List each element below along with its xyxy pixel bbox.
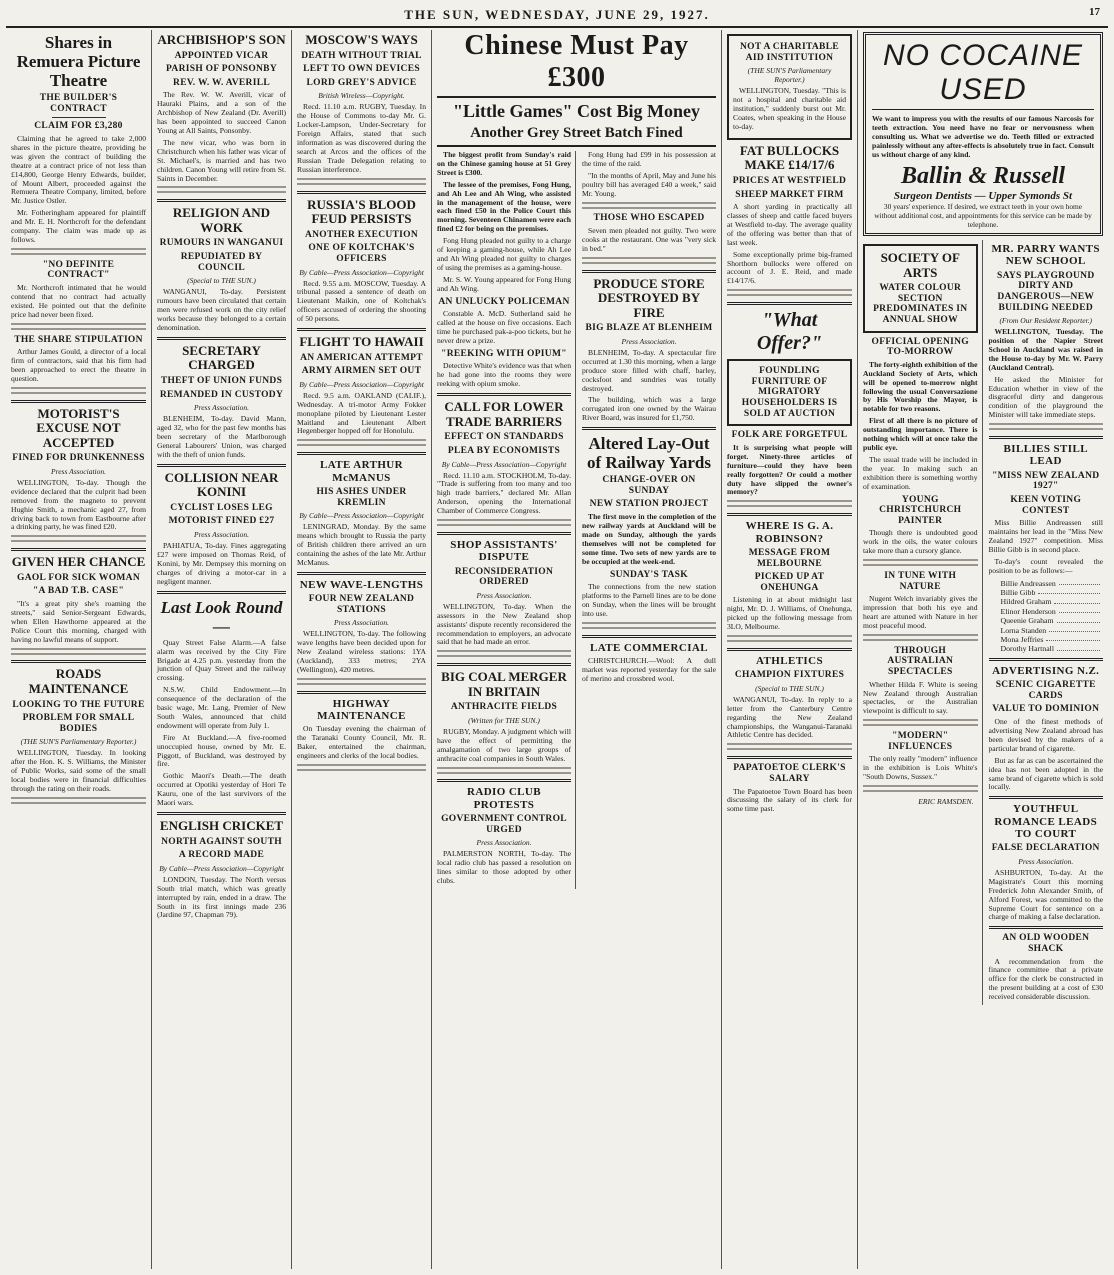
ad-footer: 30 years' experience. If desired, we extract teeth in your own home without additional cost, and appointments for this service can be made by telephone. [874, 202, 1092, 229]
lead-subcolumn-right [582, 151, 716, 889]
paragraph: Mr. Fotheringham appeared for plaintiff and Mr. E. H. Northcroft for the defendant company. The claim was made up as follows. [11, 208, 146, 244]
subhead-motorist-fined: MOTORIST FINED £27 [168, 516, 275, 527]
headline-roads-maintenance: ROADS MAINTENANCE [28, 666, 129, 696]
byline: Press Association. [621, 336, 677, 346]
subhead-plea-economists: PLEA BY ECONOMISTS [447, 445, 561, 456]
paragraph: Recd. 9.55 a.m. MOSCOW, Tuesday. A tribunal passed a sentence of death on Lieutenant Maikin, one of Koltchak's officers accused of ordering the shooting of 50 persons. [297, 278, 426, 324]
byline: Press Association. [193, 403, 249, 413]
byline: By Cable—Press Association—Copyright [299, 267, 424, 277]
subhead-reeking-opium: "REEKING WITH OPIUM" [441, 348, 567, 359]
paragraph: One of the finest methods of advertising New Zealand abroad has been devised by the makers of a particular brand of cigarette. [988, 717, 1103, 753]
paragraph: Though there is undoubted good work in the oils, the water colours take more than a cursory glance. [863, 528, 978, 556]
masthead-title: THE SUN, WEDNESDAY, JUNE 29, 1927. [404, 7, 710, 22]
subhead-death-without-trial: DEATH WITHOUT TRIAL [301, 50, 422, 61]
subhead-unlucky-policeman: AN UNLUCKY POLICEMAN [438, 296, 570, 307]
paragraph: Gothic Maori's Death.—The death occurred at Opotiki yesterday of Hori Te Kauru, one of the last survivors of the Maori wars. [157, 771, 286, 808]
subhead-champion-fixtures: CHAMPION FIXTURES [734, 670, 845, 681]
paragraph: Mr. S. W. Young appeared for Fong Hung and Ah Wing. [437, 274, 571, 293]
paragraph: Recd. 11.10 a.m. STOCKHOLM, To-day. "Trade is suffering from too many and too high trade barriers," declared Mr. Allan Anderson, opening the International Chamber of Commerce Congress. [437, 470, 571, 516]
roster-entry: Queenie Graham [1001, 616, 1104, 625]
paragraph: CHRISTCHURCH.—Wool: A dull market was reported yesterday for the sale of merino and crossbred wool. [582, 656, 716, 683]
subhead-share-stipulation: THE SHARE STIPULATION [14, 334, 143, 345]
paragraph: The forty-eighth exhibition of the Auckland Society of Arts, which will be opened to-morrow night following the usual Conversazione by His Worship the Mayor, is notable for two reasons. [863, 359, 978, 414]
headline-mr-parry: MR. PARRY WANTS NEW SCHOOL [991, 243, 1100, 268]
headline-russias-blood-feud: RUSSIA'S BLOOD FEUD PERSISTS [307, 196, 416, 227]
paragraph: LENINGRAD, Monday. By the same means which brought to Russia the party of British children there arrived an urn containing the ashes of the late Mr. Arthur McManus. [297, 522, 426, 567]
subhead-water-colour: WATER COLOUR SECTION PREDOMINATES IN ANNUAL SHOW [873, 283, 968, 325]
subhead-keen-voting: KEEN VOTING CONTEST [1010, 494, 1082, 516]
roster-entry: Lorna Standen [1001, 626, 1104, 635]
headline-produce-store-fire: PRODUCE STORE DESTROYED BY FIRE [593, 275, 705, 320]
byline: (From Our Resident Reporter.) [999, 316, 1093, 326]
lead-subcolumn-left [437, 151, 576, 889]
headline-new-wave-lengths: NEW WAVE-LENGTHS [299, 578, 424, 591]
paragraph: The lessee of the premises, Fong Hung, and Ah Lee and Ah Wing, who assisted in the management of the house, were each fined £50 in the Police Court this morning. Seventeen Chinamen were each fined £2 for being on the premises. [437, 179, 571, 234]
paragraph: He asked the Minister for Education whether in view of the disgraceful dirty and dangerous condition of the playground the Minister will take immediate steps. [988, 374, 1103, 420]
subhead-tune-nature: IN TUNE WITH NATURE [884, 571, 957, 592]
paragraph: Arthur James Gould, a director of a local firm of contractors, said that his firm had been approached to erect the theatre in question. [11, 347, 146, 383]
headline-english-cricket: ENGLISH CRICKET [159, 818, 284, 833]
page-number: 17 [1089, 6, 1100, 18]
paragraph: Fire At Buckland.—A five-roomed unoccupied house, owned by Mr. E. Piggott, of Buckland, was destroyed by fire. [157, 732, 286, 769]
byline: (Special to THE SUN.) [187, 276, 256, 286]
column-6-left [863, 240, 983, 1005]
subhead-cyclist-loses-leg: CYCLIST LOSES LEG [170, 502, 273, 513]
subhead-koltchak-officers: ONE OF KOLTCHAK'S OFFICERS [308, 243, 415, 264]
subhead-cigarette-cards: SCENIC CIGARETTE CARDS [995, 680, 1096, 701]
subhead-four-nz-stations: FOUR NEW ZEALAND STATIONS [308, 594, 415, 615]
paragraph: WELLINGTON, Tuesday. "This is not a hospital and charitable aid institution," suddenly burst out Mr. Coates, when speaking in the House to-day. [733, 86, 846, 131]
subhead-foundling-furniture: FOUNDLING FURNITURE OF MIGRATORY HOUSEHOLDERS IS SOLD AT AUCTION [741, 366, 838, 419]
subhead-effect-standards: EFFECT ON STANDARDS [444, 432, 564, 443]
subhead-prices-westfield: PRICES AT WESTFIELD [732, 175, 847, 186]
paragraph: Seven men pleaded not guilty. Two were cooks at the restaurant. One was "very sick in bed." [582, 226, 716, 253]
column-2 [152, 30, 292, 1269]
headline-secretary-charged: SECRETARY CHARGED [182, 342, 261, 373]
headline-archbishops-son: ARCHBISHOP'S SON [157, 32, 286, 47]
byline: By Cable—Press Association—Copyright [159, 863, 284, 873]
paragraph: Whether Hilda F. White is seeing New Zealand through Australian spectacles, or the Australian viewpoint is difficult to say. [863, 679, 978, 716]
lead-third-headline: Another Grey Street Batch Fined [437, 125, 716, 147]
subhead-fined-drunkenness: FINED FOR DRUNKENNESS [12, 453, 145, 464]
paragraph: WELLINGTON, To-day. When the assessors in the New Zealand shop assistants' dispute recently reconsidered the recommendation to employers, an advocate said that he had made an error. [437, 601, 571, 647]
paragraph: To-day's count revealed the position to be as follows:— [988, 556, 1103, 575]
voting-roster [1001, 579, 1104, 654]
paragraph: Miss Billie Andreassen still maintains her lead in the "Miss New Zealand 1927" competition. Miss Billie Gibb is in second place. [988, 518, 1103, 554]
column-3 [292, 30, 432, 1269]
paragraph: PAHIATUA, To-day. Fines aggregating £27 were imposed on Thomas Reid, of Konini, by Mr. Dempsey this morning on charges of driving a motor-car in a negligent manner. [157, 541, 286, 586]
roster-entry: Mona Jeffries [1001, 635, 1104, 644]
roster-entry: Hildred Graham [1001, 597, 1104, 606]
ad-headline-no-cocaine: NO COCAINE USED [872, 39, 1094, 110]
society-arts-box [863, 244, 978, 333]
subhead-false-declaration: FALSE DECLARATION [991, 843, 1100, 854]
headline-radio-club: RADIO CLUB PROTESTS [467, 786, 541, 811]
paragraph: The new vicar, who was born in Christchurch when his father was vicar of St. Michael's, is married and has two children. Canon Young will retire from St. Saints in December. [157, 137, 286, 183]
headline-athletics: ATHLETICS [756, 654, 823, 667]
paragraph: First of all there is no picture of outstanding importance. There is nothing which will at once take the public eye. [863, 416, 978, 452]
paragraph: BLENHEIM, To-day. David Mann, aged 32, who for the past few months has been secretary of the Marlborough General Labourers' Union, was charged with the theft of union funds. [157, 414, 286, 459]
paragraph: On Tuesday evening the chairman of the Taranaki County Council, Mr. R. Baker, entertained the chairman, engineers and clerks of the local bodies. [297, 724, 426, 761]
column-5 [722, 30, 858, 1269]
headline-shop-assistants: SHOP ASSISTANTS' DISPUTE [450, 538, 558, 564]
byline: (THE SUN'S Parliamentary Reporter.) [747, 66, 832, 85]
subhead-north-south: NORTH AGAINST SOUTH [161, 836, 282, 847]
paragraph: The biggest profit from Sunday's raid on the Chinese gaming house at 51 Grey Street is £300. [437, 150, 571, 177]
ad-body: We want to impress you with the results of our famous Narcosis for teeth extraction. You need have no fear or nervousness when consulting us. What we advertise we do. Teeth filled or extracted painlessly without any after-effects is absolutely true in fact. Consult us without charge of any kind. [872, 114, 1094, 159]
ad-firm-name: Ballin & Russell [900, 163, 1066, 189]
paragraph: WELLINGTON, To-day. Though the evidence declared that the culprit had been removed from the magneto to prevent Hughie Smith, a mechanic aged 27, from driving back to town from Eastbourne after a drinking party, he was fined £20. [11, 477, 146, 532]
subhead-theft-union-funds: THEFT OF UNION FUNDS [160, 375, 283, 386]
paragraph: The Papatoetoe Town Board has been discussing the salary of its clerk for some time past. [727, 786, 852, 814]
subhead-army-airmen: ARMY AIRMEN SET OUT [301, 366, 422, 377]
lead-second-headline: "Little Games" Cost Big Money [453, 101, 700, 121]
subhead-playground-dirty: SAYS PLAYGROUND DIRTY AND DANGEROUS—NEW BUILDING NEEDED [996, 270, 1095, 313]
paragraph: WELLINGTON, Tuesday. In looking after the Hon. K. S. Williams, the Minister of Public Works, said some of the small local bodies were in financial difficulties through the rating on their roads. [11, 748, 146, 794]
byline: By Cable—Press Association—Copyright [441, 459, 567, 469]
subhead-claim: CLAIM FOR £3,280 [34, 121, 123, 132]
paragraph: WELLINGTON, To-day. The following wave lengths have been decided upon for New Zealand wireless stations: 1YA (Auckland), 333 metres; 2YA (Wellington), 420 metres. [297, 629, 426, 674]
headline-late-arthur-mcmanus: LATE ARTHUR McMANUS [320, 459, 403, 484]
subhead-rumours-wanganui: RUMOURS IN WANGANUI [159, 238, 284, 249]
subhead-anthracite-fields: ANTHRACITE FIELDS [450, 702, 558, 713]
paragraph: Claiming that he agreed to take 2,000 shares in the picture theatre, providing he was given the contract of building the theatre at a contract price of not less than £14,800, George Henry Edwards, builder, of Mount Albert, proceeded against the Remuera Theatre Company, limited, before Mr. Justice Ostler. [11, 133, 146, 206]
headline-remuera: Shares in Remuera Picture Theatre [16, 33, 141, 91]
subhead-change-over: CHANGE-OVER ON SUNDAY [602, 475, 696, 496]
headline-ga-robinson: WHERE IS G. A. ROBINSON? [745, 520, 834, 545]
headline-late-commercial: LATE COMMERCIAL [590, 641, 708, 654]
byline: Press Association. [333, 618, 389, 628]
paragraph: The only really "modern" influence in the exhibition is Lois White's "South Downs, Sussex." [863, 754, 978, 782]
paragraph: Some exceptionally prime big-framed Shorthorn bullocks were offered on account of J. E. Reid, and made £14/17/6. [727, 249, 852, 286]
column-1 [6, 30, 152, 1269]
headline-collision-konini: COLLISION NEAR KONINI [164, 469, 279, 500]
ad-firm-subtitle: Surgeon Dentists — Upper Symonds St [893, 190, 1073, 202]
byline: Press Association. [50, 466, 106, 476]
paragraph: Recd. 11.10 a.m. RUGBY, Tuesday. In the House of Commons to-day Mr. G. Locker-Lampson, Under-Secretary for Foreign Affairs, stated that such information as was discovered during the search at Arcos and the offices of the Russian Trade Delegation relating to Russian interference. [297, 102, 426, 174]
headline-fat-bullocks: FAT BULLOCKS MAKE £14/17/6 [739, 142, 840, 173]
lead-banner-headline: Chinese Must Pay £300 [437, 30, 716, 98]
subhead-blaze-blenheim: BIG BLAZE AT BLENHEIM [585, 323, 713, 334]
subhead-repudiated: REPUDIATED BY COUNCIL [180, 252, 263, 273]
paragraph: N.S.W. Child Endowment.—In consequence of the declaration of the basic wage, Mr. Lang, Premier of New South Wales, announced that child endowment will operate from July 1. [157, 685, 286, 730]
subhead-another-execution: ANOTHER EXECUTION [304, 229, 419, 240]
headline-society-arts: SOCIETY OF ARTS [880, 250, 960, 280]
subhead-rev-averill: REV. W. W. AVERILL [173, 77, 270, 88]
subhead-bad-tb-case: "A BAD T.B. CASE" [32, 586, 125, 597]
subhead-folk-forgetful: FOLK ARE FORGETFUL [731, 430, 848, 441]
roster-entry: Elinor Henderson [1001, 607, 1104, 616]
subhead-those-who-escaped: THOSE WHO ESCAPED [593, 213, 705, 224]
headline-billies-lead: BILLIES STILL LEAD [1003, 443, 1088, 468]
headline-last-look-round: Last Look Round— [160, 597, 283, 636]
byline: Press Association. [476, 590, 532, 600]
paragraph: A recommendation from the finance committee that a private office for the clerk be constructed in the present building at a cost of £30 received considerable discussion. [988, 956, 1103, 1002]
paragraph: Quay Street False Alarm.—A false alarm was received by the City Fire Brigade at 4.25 p.m. yesterday from the junction of Quay Street and the railway crossing. [157, 637, 286, 683]
byline: (THE SUN'S Parliamentary Reporter.) [20, 737, 137, 747]
subhead-australian-spectacles: THROUGH AUSTRALIAN SPECTACLES [887, 645, 954, 678]
byline: Press Association. [1018, 856, 1074, 866]
subhead-small-bodies: PROBLEM FOR SMALL BODIES [22, 713, 135, 734]
paragraph: "It's a great pity she's roaming the streets," said Senior-Sergeant Edwards, when Ellen Hawthorne appeared at the Police Court this morning, charged with having no lawful means of support. [11, 599, 146, 644]
subhead-builders-contract: THE BUILDER'S CONTRACT [39, 93, 118, 114]
masthead [6, 4, 1108, 28]
column-6 [858, 30, 1108, 1269]
author-signature: ERIC RAMSDEN. [918, 797, 974, 807]
headline-lower-trade-barriers: CALL FOR LOWER TRADE BARRIERS [444, 399, 564, 429]
dentist-advertisement [863, 32, 1103, 236]
subhead-appointed-vicar: APPOINTED VICAR [174, 50, 269, 61]
headline-railway-yards: Altered Lay-Out of Railway Yards [586, 434, 712, 473]
subhead-sheep-market: SHEEP MARKET FIRM [735, 189, 844, 200]
foundling-furniture-box [727, 359, 852, 426]
paragraph: Detective White's evidence was that when he had gone into the rooms they were reeking with opium smoke. [437, 361, 571, 389]
byline: Press Association. [476, 838, 532, 848]
roster-entry: Billie Gibb [1001, 588, 1104, 597]
headline-motorists-excuse: MOTORIST'S EXCUSE NOT ACCEPTED [36, 405, 121, 450]
subhead-reconsideration: RECONSIDERATION ORDERED [454, 566, 554, 588]
subhead-looking-future: LOOKING TO THE FUTURE [12, 699, 145, 710]
headline-youthful-romance: YOUTHFUL ROMANCE LEADS TO COURT [994, 803, 1098, 840]
subhead-message-melbourne: MESSAGE FROM MELBOURNE [748, 547, 831, 569]
paragraph: Recd. 9.5 a.m. OAKLAND (CALIF.), Wednesday. A tri-motor Army Fokker monoplane piloted by Lieutenant Lester Maitland and Lieutenant Albert Hegenberger hopped off for Honolulu. [297, 390, 426, 436]
byline: By Cable—Press Association—Copyright [299, 511, 424, 521]
roster-entry: Billie Andreassen [1001, 579, 1104, 588]
paragraph: WANGANUI, To-day. Persistent rumours have been circulated that certain men were refused work on the city relief works because they belonged to a certain denomination. [157, 287, 286, 332]
paragraph: WANGANUI, To-day. In reply to a letter from the Canterbury Centre regarding the New Zealand championships, the Wanganui-Taranaki Athletic Centre has decided. [727, 694, 852, 740]
paragraph: WELLINGTON, Tuesday. The position of the Napier Street School in Auckland was raised in the House to-day by Mr. W. Parry (Auckland Central). [988, 327, 1103, 372]
paragraph: The connections from the new station platforms to the Parnell lines are to be done on Sunday, when the lines will be brought into use. [582, 582, 716, 618]
subhead-onehunga: PICKED UP AT ONEHUNGA [754, 572, 825, 593]
byline: Press Association. [193, 530, 249, 540]
subhead-ashes-kremlin: HIS ASHES UNDER KREMLIN [316, 486, 407, 508]
column-6-right [989, 240, 1104, 1005]
paragraph: Fong Hung had £99 in his possession at the time of the raid. [582, 150, 716, 168]
paragraph: Constable A. McD. Sutherland said he called at the house on five occasions. Each time he purchased pak-a-poo tickets, but he never drew a prize. [437, 309, 571, 345]
paragraph: The building, which was a large corrugated iron one owned by the Wairau River Board, was insured for £1,750. [582, 395, 716, 423]
subhead-miss-nz: "MISS NEW ZEALAND 1927" [992, 470, 1100, 492]
headline-what-offer: "What Offer?" [756, 309, 823, 355]
headline-advertising-nz: ADVERTISING N.Z. [992, 664, 1100, 677]
paragraph: It is surprising what people will forget. Ninety-three articles of furniture—could they have been really forgotten? Or could a mother duty have slipped the owner's memory? [727, 442, 852, 497]
paragraph: A short yarding in practically all classes of sheep and cattle faced buyers at Westfield to-day. The average quality of the offering was better than that of last week. [727, 202, 852, 247]
paragraph: Nugent Welch invariably gives the impression that both his eye and heart are attuned with Nature in her most peaceful mood. [863, 594, 978, 630]
subhead-young-painter: YOUNG CHRISTCHURCH PAINTER [879, 494, 962, 526]
headline-charitable-aid: NOT A CHARITABLE AID INSTITUTION [740, 42, 839, 63]
subhead-remanded: REMANDED IN CUSTODY [159, 389, 284, 400]
headline-coal-merger: BIG COAL MERGER IN BRITAIN [441, 669, 567, 699]
headline-religion-work: RELIGION AND WORK [172, 205, 271, 235]
headline-papatoetoe-clerk: PAPATOETOE CLERK'S SALARY [733, 763, 846, 784]
byline: (Special to THE SUN.) [755, 683, 824, 693]
paragraph: The usual trade will be included in the year. In making such an exhibition there is something worthy of examination. [863, 454, 978, 491]
subhead-sundays-task: SUNDAY'S TASK [610, 569, 688, 580]
headline-given-her-chance: GIVEN HER CHANCE [11, 554, 146, 570]
paragraph: BLENHEIM, To-day. A spectacular fire occurred at 1.30 this morning, when a large produce store filled with chaff, barley, cocksfoot and sundries was totally destroyed. [582, 347, 716, 393]
paragraph: "In the months of April, May and June his poultry bill has averaged £40 a week," said Mr. Young. [582, 170, 716, 198]
paragraph: LONDON, Tuesday. The North versus South trial match, which was greatly interrupted by rain, ended in a draw. The South in its first innings made 236 (Jardine 97, Chapman 79). [157, 874, 286, 920]
subhead-value-dominion: VALUE TO DOMINION [992, 704, 1100, 715]
byline: By Cable—Press Association—Copyright [299, 379, 424, 389]
headline-flight-hawaii: FLIGHT TO HAWAII [299, 334, 424, 350]
byline: (Written for THE SUN.) [468, 715, 540, 725]
subhead-gaol-sick-woman: GAOL FOR SICK WOMAN [17, 572, 140, 583]
subhead-record-made: A RECORD MADE [178, 850, 265, 861]
paragraph: Mr. Northcroft intimated that he would contend that no contract had actually existed. He pointed out that the definite price had never been fixed. [11, 282, 146, 319]
column-4 [432, 30, 722, 1269]
paragraph: The Rev. W. W. Averill, vicar of Hauraki Plains, and a son of the Archbishop of New Zealand (Dr. Averill) has been appointed to succeed Canon Young at All Saints, Ponsonby. [157, 90, 286, 136]
charitable-aid-box [727, 34, 852, 140]
subhead-new-station: NEW STATION PROJECT [589, 499, 709, 510]
headline-wooden-shack: AN OLD WOODEN SHACK [1002, 933, 1090, 954]
paragraph: The first move in the completion of the new railway yards at Auckland will be made on Sunday, although the yards themselves will not be completed for some time. Two sets of new yards are to be occupied at the week-end. [582, 512, 716, 566]
subhead-modern-influences: "MODERN" INFLUENCES [888, 731, 953, 752]
paragraph: Listening in at about midnight last night, Mr. D. J. Williams, of Onehunga, picked up the following message from 3LO, Melbourne. [727, 595, 852, 632]
paragraph: ASHBURTON, To-day. At the Magistrate's Court this morning Frederick John Alexander Smith, of Alford Forest, was committed to the Supreme Court for sentence on a charge of making a false declaration. [988, 867, 1103, 922]
subhead-american-attempt: AN AMERICAN ATTEMPT [300, 352, 423, 363]
subhead-parish-ponsonby: PARISH OF PONSONBY [166, 64, 277, 75]
headline-highway-maintenance: HIGHWAY MAINTENANCE [317, 697, 406, 722]
subhead-official-opening: OFFICIAL OPENING TO-MORROW [871, 336, 969, 358]
subhead-government-control: GOVERNMENT CONTROL URGED [441, 814, 567, 835]
byline: British Wireless—Copyright. [318, 91, 405, 101]
paragraph: But as far as can be ascertained the idea has not been adopted in the same brand of cigarette which is sold locally. [988, 755, 1103, 792]
roster-entry: Dorothy Hartnall [1001, 644, 1104, 653]
subhead-left-own-devices: LEFT TO OWN DEVICES [303, 64, 420, 75]
paragraph: RUGBY, Monday. A judgment which will have the effect of permitting the amalgamation of two large groups of anthracite coal companies in South Wales. [437, 726, 571, 763]
paragraph: PALMERSTON NORTH, To-day. The local radio club has passed a resolution on lines similar to those adopted by other clubs. [437, 849, 571, 886]
subhead-no-definite-contract: "NO DEFINITE CONTRACT" [42, 259, 115, 281]
paragraph: Fong Hung pleaded not guilty to a charge of keeping a gaming-house, while Ah Lee and Ah Wing pleaded not guilty to charges of using the premises as a gaming-house. [437, 236, 571, 272]
subhead-lord-greys-advice: LORD GREY'S ADVICE [306, 77, 417, 88]
headline-moscows-ways: MOSCOW'S WAYS [305, 32, 418, 47]
